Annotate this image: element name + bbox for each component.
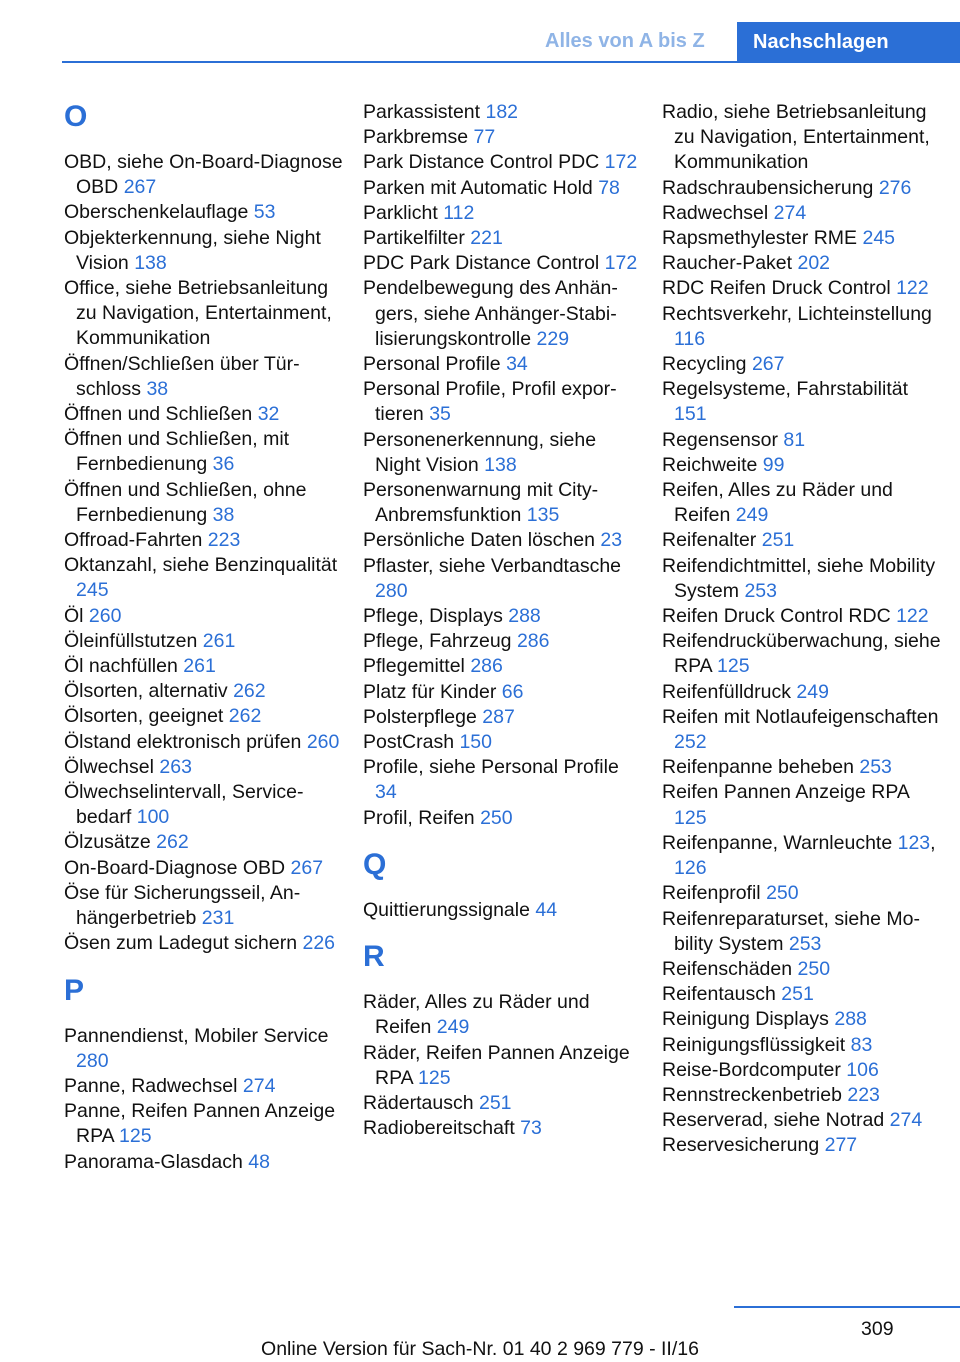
index-entry-text: Platz für Kinder bbox=[363, 680, 502, 703]
index-entry bbox=[363, 990, 643, 1040]
index-entry-text: Reinigung Displays bbox=[662, 1008, 835, 1031]
index-entry bbox=[662, 276, 942, 301]
page-reference-link[interactable]: 253 bbox=[859, 756, 892, 779]
index-entry-text: PDC Park Distance Control bbox=[363, 252, 605, 275]
index-entry bbox=[662, 957, 942, 982]
index-entry bbox=[363, 705, 643, 730]
section-title: Alles von A bis Z bbox=[545, 30, 705, 52]
index-entry-text: Ölwechsel bbox=[64, 755, 160, 778]
index-entry bbox=[363, 176, 643, 201]
page-reference-link[interactable]: 253 bbox=[744, 579, 777, 602]
index-entry-text: Reifendrucküberwachung, siehe RPA bbox=[662, 630, 941, 678]
page-reference-link[interactable]: 73 bbox=[520, 1117, 542, 1140]
index-entry bbox=[662, 554, 942, 604]
page-reference-link[interactable]: 138 bbox=[484, 453, 517, 476]
page-reference-link[interactable]: 125 bbox=[119, 1125, 152, 1148]
page-reference-link[interactable]: 260 bbox=[306, 730, 340, 753]
index-entry-text: Offroad-Fahrten bbox=[64, 529, 208, 552]
index-entry bbox=[64, 730, 344, 755]
index-entry bbox=[662, 831, 942, 881]
index-column-2 bbox=[363, 100, 643, 1141]
page-reference-link[interactable]: 44 bbox=[535, 898, 558, 921]
header-rule bbox=[62, 61, 960, 63]
footer-rule bbox=[734, 1306, 960, 1308]
page-reference-link[interactable]: 251 bbox=[781, 983, 814, 1006]
index-entry bbox=[363, 898, 643, 923]
index-entry-text: OBD, siehe On-Board-Diagnose OBD bbox=[64, 151, 343, 199]
page-reference-link[interactable]: 253 bbox=[788, 932, 822, 955]
index-letter-heading: R bbox=[363, 940, 385, 974]
index-entry bbox=[363, 428, 643, 478]
page-reference-link[interactable]: 125 bbox=[674, 806, 707, 829]
page-reference-link[interactable]: 276 bbox=[878, 176, 912, 199]
index-entry-text: Öleinfüllstutzen bbox=[64, 629, 203, 652]
index-entry bbox=[662, 1033, 942, 1058]
page-reference-link[interactable]: 100 bbox=[136, 806, 170, 829]
index-entry bbox=[363, 629, 643, 654]
page-reference-link[interactable]: 99 bbox=[762, 453, 785, 476]
chapter-tab: Nachschlagen bbox=[737, 22, 960, 62]
index-entry bbox=[363, 352, 643, 377]
index-entry-text: Reichweite bbox=[662, 453, 763, 476]
footer-version-text: Online Version für Sach-Nr. 01 40 2 969 779 - II/16 bbox=[261, 1338, 699, 1360]
index-entry bbox=[363, 125, 643, 150]
page-reference-link[interactable]: 66 bbox=[501, 680, 524, 703]
index-entry-text: Reifenreparaturset, siehe Mobility System bbox=[662, 907, 920, 955]
index-entry bbox=[64, 780, 344, 830]
index-entry-text: Radschraubensicherung bbox=[662, 176, 879, 199]
index-entry-text: Radwechsel bbox=[662, 201, 774, 224]
page-reference-link[interactable]: 250 bbox=[480, 806, 513, 829]
index-entry bbox=[662, 201, 942, 226]
index-entry-text: Reise-Bordcomputer bbox=[662, 1058, 847, 1081]
page-reference-link[interactable]: 78 bbox=[598, 176, 620, 199]
page-reference-link[interactable]: 280 bbox=[375, 579, 408, 602]
index-entry bbox=[64, 427, 344, 477]
index-entry-text: Radio, siehe Betriebsanleitung zu Navigation, Entertainment, Kommunikation bbox=[662, 101, 930, 174]
index-entry bbox=[662, 1108, 942, 1133]
index-entry bbox=[662, 604, 942, 629]
index-entry bbox=[64, 1024, 344, 1074]
page-reference-link[interactable]: 35 bbox=[429, 403, 451, 426]
index-entry bbox=[64, 553, 344, 603]
page-reference-link[interactable]: 288 bbox=[508, 605, 541, 628]
index-entry bbox=[363, 1116, 643, 1141]
index-entry bbox=[64, 528, 344, 553]
index-entry-text: Reifenalter bbox=[662, 529, 762, 552]
page-header bbox=[0, 0, 960, 62]
page-reference-link[interactable]: 172 bbox=[604, 151, 638, 174]
index-entry bbox=[363, 100, 643, 125]
page-reference-link[interactable]: 287 bbox=[482, 705, 515, 728]
page-reference-link[interactable]: 226 bbox=[302, 932, 336, 955]
index-entry bbox=[363, 1091, 643, 1116]
index-entry-text: Radiobereitschaft bbox=[363, 1117, 521, 1140]
index-entry-text: Ölzusätze bbox=[64, 831, 157, 854]
page-reference-link[interactable]: 122 bbox=[896, 605, 929, 628]
index-entry bbox=[662, 453, 942, 478]
index-entry bbox=[64, 1099, 344, 1149]
index-entry-text: Reifentausch bbox=[662, 983, 782, 1006]
index-column-3 bbox=[662, 100, 942, 1159]
index-entry-text: Persönliche Daten löschen bbox=[363, 529, 601, 552]
index-entry bbox=[64, 881, 344, 931]
index-entry bbox=[64, 830, 344, 855]
index-entry bbox=[64, 856, 344, 881]
index-entry bbox=[363, 251, 643, 276]
index-entry-text: Reserverad, siehe Notrad bbox=[662, 1109, 890, 1132]
page-reference-link[interactable]: 83 bbox=[850, 1033, 873, 1056]
page-reference-link[interactable]: 125 bbox=[717, 655, 750, 678]
index-entry bbox=[363, 604, 643, 629]
index-entry-text: Pflegemittel bbox=[363, 655, 471, 678]
index-entry-text: Parken mit Automatic Hold bbox=[363, 176, 599, 199]
index-entry bbox=[64, 200, 344, 225]
index-entry bbox=[363, 1041, 643, 1091]
index-entry bbox=[662, 251, 942, 276]
index-entry bbox=[363, 730, 643, 755]
index-entry-text: Reifen Druck Control RDC bbox=[662, 605, 897, 628]
index-entry bbox=[662, 881, 942, 906]
index-entry bbox=[64, 1074, 344, 1099]
index-entry bbox=[64, 931, 344, 956]
index-entry-text: Reifenprofil bbox=[662, 882, 767, 905]
index-entry-text: Recycling bbox=[662, 353, 752, 376]
page-reference-link[interactable]: 81 bbox=[783, 428, 806, 451]
index-entry-text: Räder, Alles zu Räder und Reifen bbox=[363, 991, 590, 1039]
page-reference-link[interactable]: 245 bbox=[76, 579, 109, 602]
index-entry-text: Profil, Reifen bbox=[363, 806, 481, 829]
page-reference-link[interactable]: 172 bbox=[604, 252, 638, 275]
page-reference-link[interactable]: 151 bbox=[674, 403, 707, 426]
page-reference-link[interactable]: 267 bbox=[290, 856, 324, 879]
page-reference-link[interactable]: 223 bbox=[847, 1083, 880, 1106]
index-entry-text: Parkbremse bbox=[363, 126, 474, 149]
page-reference-link[interactable]: 182 bbox=[485, 101, 519, 123]
index-entry bbox=[64, 226, 344, 276]
page-number: 309 bbox=[861, 1318, 894, 1340]
index-entry bbox=[662, 352, 942, 377]
index-entry bbox=[64, 150, 344, 200]
index-entry-text: Panorama-Glasdach bbox=[64, 1150, 249, 1173]
index-entry bbox=[363, 806, 643, 831]
page-reference-link[interactable]: 32 bbox=[257, 403, 280, 426]
index-entry bbox=[662, 1133, 942, 1158]
index-entry-text: Parklicht bbox=[363, 201, 444, 224]
index-entry-text: Panne, Radwechsel bbox=[64, 1074, 243, 1097]
index-entry bbox=[64, 276, 344, 352]
page-reference-link[interactable]: 274 bbox=[889, 1109, 923, 1132]
page-reference-link[interactable]: 252 bbox=[674, 731, 707, 754]
index-entry bbox=[662, 1058, 942, 1083]
page-reference-link[interactable]: 34 bbox=[506, 353, 528, 376]
page-reference-link[interactable]: 245 bbox=[862, 227, 896, 250]
index-entry-text: Personenerkennung, siehe Night Vision bbox=[363, 428, 597, 476]
page-reference-link[interactable]: 106 bbox=[846, 1058, 879, 1081]
index-entry bbox=[363, 226, 643, 251]
index-entry bbox=[64, 654, 344, 679]
index-entry-text: Reifenfülldruck bbox=[662, 680, 797, 703]
index-entry-text: Pendelbewegung des Anhängers, siehe Anhänger-Stabilisierungskontrolle bbox=[363, 277, 618, 350]
index-entry-text: Reifen Pannen Anzeige RPA bbox=[662, 781, 909, 804]
index-entry-text: Oktanzahl, siehe Benzinqualität bbox=[64, 554, 338, 577]
index-entry-text: Parkassistent bbox=[363, 101, 486, 123]
page-reference-link[interactable]: , 126 bbox=[674, 832, 936, 879]
page-reference-link[interactable]: 261 bbox=[183, 655, 216, 678]
page-reference-link[interactable]: 138 bbox=[134, 251, 167, 274]
page-reference-link[interactable]: 23 bbox=[600, 529, 623, 552]
index-entry-text: Reifen, Alles zu Räder und Reifen bbox=[662, 479, 893, 527]
index-entry-text: Park Distance Control PDC bbox=[363, 151, 605, 174]
page-reference-link[interactable]: 229 bbox=[536, 327, 570, 350]
page-reference-link[interactable]: 123 bbox=[897, 831, 931, 854]
page-reference-link[interactable]: 249 bbox=[735, 504, 769, 527]
page-reference-link[interactable]: 280 bbox=[76, 1049, 109, 1072]
index-entry-text: Pflege, Displays bbox=[363, 605, 509, 628]
index-entry-text: Reifendichtmittel, siehe Mobility System bbox=[662, 554, 936, 602]
page-reference-link[interactable]: 286 bbox=[516, 630, 550, 653]
index-entry-text: Objekterkennung, siehe Night Vision bbox=[64, 226, 321, 274]
index-entry-text: Ölstand elektronisch prüfen bbox=[64, 730, 307, 753]
index-entry bbox=[363, 150, 643, 175]
index-entry bbox=[662, 680, 942, 705]
index-entry-text: Panne, Reifen Pannen Anzeige RPA bbox=[64, 1100, 336, 1148]
index-entry-text: Pannendienst, Mobiler Service bbox=[64, 1024, 329, 1047]
index-letter-heading: P bbox=[64, 973, 85, 1007]
index-entry bbox=[662, 907, 942, 957]
index-entry bbox=[662, 1007, 942, 1032]
index-entry-text: Reifenschäden bbox=[662, 957, 798, 980]
index-entry bbox=[662, 1083, 942, 1108]
index-entry-text: Reservesicherung bbox=[662, 1134, 825, 1157]
page-reference-link[interactable]: 231 bbox=[201, 907, 235, 930]
index-entry bbox=[64, 352, 344, 402]
index-entry-text: Ölsorten, alternativ bbox=[64, 680, 234, 703]
index-column-1 bbox=[64, 100, 344, 1175]
index-entry-text: Oberschenkelauflage bbox=[64, 201, 254, 224]
index-entry-text: Personal Profile bbox=[363, 353, 507, 376]
index-entry bbox=[662, 100, 942, 176]
page-reference-link[interactable]: 112 bbox=[443, 201, 475, 224]
index-entry-text: Personal Profile, Profil exportieren bbox=[363, 378, 617, 426]
index-entry-text: Öse für Sicherungsseil, Anhängerbetrieb bbox=[64, 881, 301, 930]
page-reference-link[interactable]: 277 bbox=[824, 1134, 858, 1157]
page-reference-link[interactable]: 262 bbox=[156, 831, 189, 854]
index-letter-heading: Q bbox=[363, 847, 387, 881]
page-reference-link[interactable]: 202 bbox=[797, 252, 831, 275]
page-reference-link[interactable]: 251 bbox=[761, 529, 795, 552]
index-entry-text: Polsterpflege bbox=[363, 705, 483, 728]
page-reference-link[interactable]: 150 bbox=[459, 731, 492, 754]
page-reference-link[interactable]: 223 bbox=[207, 529, 241, 552]
index-entry-text: Öl nachfüllen bbox=[64, 655, 184, 678]
index-entry-text: Reifen mit Notlaufeigenschaften bbox=[662, 705, 939, 728]
index-entry-text: Personenwarnung mit City-Anbremsfunktion bbox=[363, 479, 599, 527]
index-entry bbox=[64, 478, 344, 528]
index-entry bbox=[662, 528, 942, 553]
index-entry bbox=[64, 1150, 344, 1175]
page-reference-link[interactable]: 36 bbox=[212, 453, 235, 476]
index-entry-text: Räder, Reifen Pannen Anzeige RPA bbox=[363, 1041, 630, 1089]
index-entry bbox=[662, 176, 942, 201]
index-entry bbox=[363, 201, 643, 226]
index-entry bbox=[662, 478, 942, 528]
index-entry bbox=[662, 755, 942, 780]
index-entry bbox=[363, 654, 643, 679]
index-entry-text: Ölsorten, geeignet bbox=[64, 705, 229, 728]
page-reference-link[interactable]: 250 bbox=[797, 957, 831, 980]
index-entry-text: Öffnen und Schließen, ohne Fernbedienung bbox=[64, 478, 307, 526]
page-reference-link[interactable]: 262 bbox=[228, 705, 262, 728]
page-reference-link[interactable]: 274 bbox=[773, 201, 807, 224]
index-entry-text: Regensensor bbox=[662, 428, 784, 451]
index-entry-text: Pflaster, siehe Verbandtasche bbox=[363, 554, 622, 577]
page-reference-link[interactable]: 38 bbox=[212, 503, 235, 526]
page-reference-link[interactable]: 288 bbox=[834, 1008, 867, 1031]
index-entry-text: Profile, siehe Personal Profile bbox=[363, 756, 619, 779]
page-reference-link[interactable]: 249 bbox=[796, 680, 829, 703]
index-entry bbox=[64, 704, 344, 729]
page-reference-link[interactable]: 261 bbox=[202, 629, 236, 652]
index-entry bbox=[64, 604, 344, 629]
index-entry-text: PostCrash bbox=[363, 731, 460, 754]
page-reference-link[interactable]: 34 bbox=[375, 781, 397, 804]
index-entry-text: Öffnen und Schließen bbox=[64, 403, 258, 426]
index-entry bbox=[662, 982, 942, 1007]
page-reference-link[interactable]: 221 bbox=[470, 227, 503, 250]
index-entry-text: Rechtsverkehr, Lichteinstellung bbox=[662, 302, 932, 325]
page-reference-link[interactable]: 286 bbox=[470, 655, 503, 678]
page-reference-link[interactable]: 267 bbox=[751, 353, 785, 376]
index-entry bbox=[64, 629, 344, 654]
index-entry bbox=[64, 402, 344, 427]
index-entry-text: Quittierungssignale bbox=[363, 898, 536, 921]
page-reference-link[interactable]: 250 bbox=[766, 882, 799, 905]
index-entry bbox=[363, 680, 643, 705]
page-reference-link[interactable]: 53 bbox=[253, 201, 276, 224]
index-entry bbox=[662, 377, 942, 427]
index-entry bbox=[363, 377, 643, 427]
index-entry-text: Reifenpanne, Warnleuchte bbox=[662, 831, 898, 854]
index-entry-text: On-Board-Diagnose OBD bbox=[64, 856, 291, 879]
page-reference-link[interactable]: 263 bbox=[159, 755, 192, 778]
index-entry-text: Rädertausch bbox=[363, 1091, 479, 1114]
index-entry bbox=[662, 302, 942, 352]
index-entry bbox=[662, 705, 942, 755]
index-entry-text: Raucher-Paket bbox=[662, 252, 798, 275]
index-entry bbox=[64, 755, 344, 780]
index-entry bbox=[662, 428, 942, 453]
page-reference-link[interactable]: 135 bbox=[526, 504, 560, 527]
index-entry bbox=[64, 679, 344, 704]
index-entry-text: Office, siehe Betriebsanleitung zu Navigation, Entertainment, Kommunikation bbox=[64, 277, 332, 350]
index-entry-text: Rennstreckenbetrieb bbox=[662, 1083, 848, 1106]
page-reference-link[interactable]: 249 bbox=[436, 1016, 470, 1039]
page-reference-link[interactable]: 48 bbox=[248, 1150, 270, 1173]
index-entry-text: Ölwechselintervall, Servicebedarf bbox=[64, 781, 304, 829]
page-reference-link[interactable]: 262 bbox=[233, 680, 266, 703]
index-entry-text: Ösen zum Ladegut sichern bbox=[64, 932, 303, 955]
index-entry bbox=[662, 780, 942, 830]
index-letter-heading: O bbox=[64, 100, 88, 133]
page-reference-link[interactable]: 274 bbox=[242, 1074, 276, 1097]
index-entry-text: Pflege, Fahrzeug bbox=[363, 630, 517, 653]
index-entry-text: Öffnen/Schließen über Türschloss bbox=[64, 352, 300, 400]
index-entry-text: Partikelfilter bbox=[363, 227, 471, 250]
page-reference-link[interactable]: 267 bbox=[123, 176, 157, 199]
index-entry bbox=[363, 276, 643, 352]
index-entry bbox=[363, 528, 643, 553]
page-reference-link[interactable]: 122 bbox=[896, 277, 929, 300]
index-entry bbox=[363, 478, 643, 528]
index-entry bbox=[662, 629, 942, 679]
index-entry-text: Reifenpanne beheben bbox=[662, 756, 860, 779]
index-entry-text: RDC Reifen Druck Control bbox=[662, 277, 897, 300]
page-reference-link[interactable]: 260 bbox=[88, 604, 122, 627]
page-reference-link[interactable]: 38 bbox=[146, 377, 169, 400]
index-entry-text: Öffnen und Schließen, mit Fernbedienung bbox=[64, 428, 290, 476]
page-reference-link[interactable]: 116 bbox=[674, 327, 706, 350]
index-entry bbox=[662, 226, 942, 251]
page-reference-link[interactable]: 77 bbox=[473, 126, 496, 149]
index-entry-text: Öl bbox=[64, 604, 89, 627]
index-entry bbox=[363, 554, 643, 604]
page-reference-link[interactable]: 251 bbox=[478, 1091, 512, 1114]
index-entry-text: Reinigungsflüssigkeit bbox=[662, 1033, 851, 1056]
index-entry-text: Rapsmethylester RME bbox=[662, 227, 863, 250]
page-reference-link[interactable]: 125 bbox=[418, 1066, 451, 1089]
index-entry-text: Regelsysteme, Fahrstabilität bbox=[662, 378, 909, 401]
index-entry bbox=[363, 755, 643, 805]
